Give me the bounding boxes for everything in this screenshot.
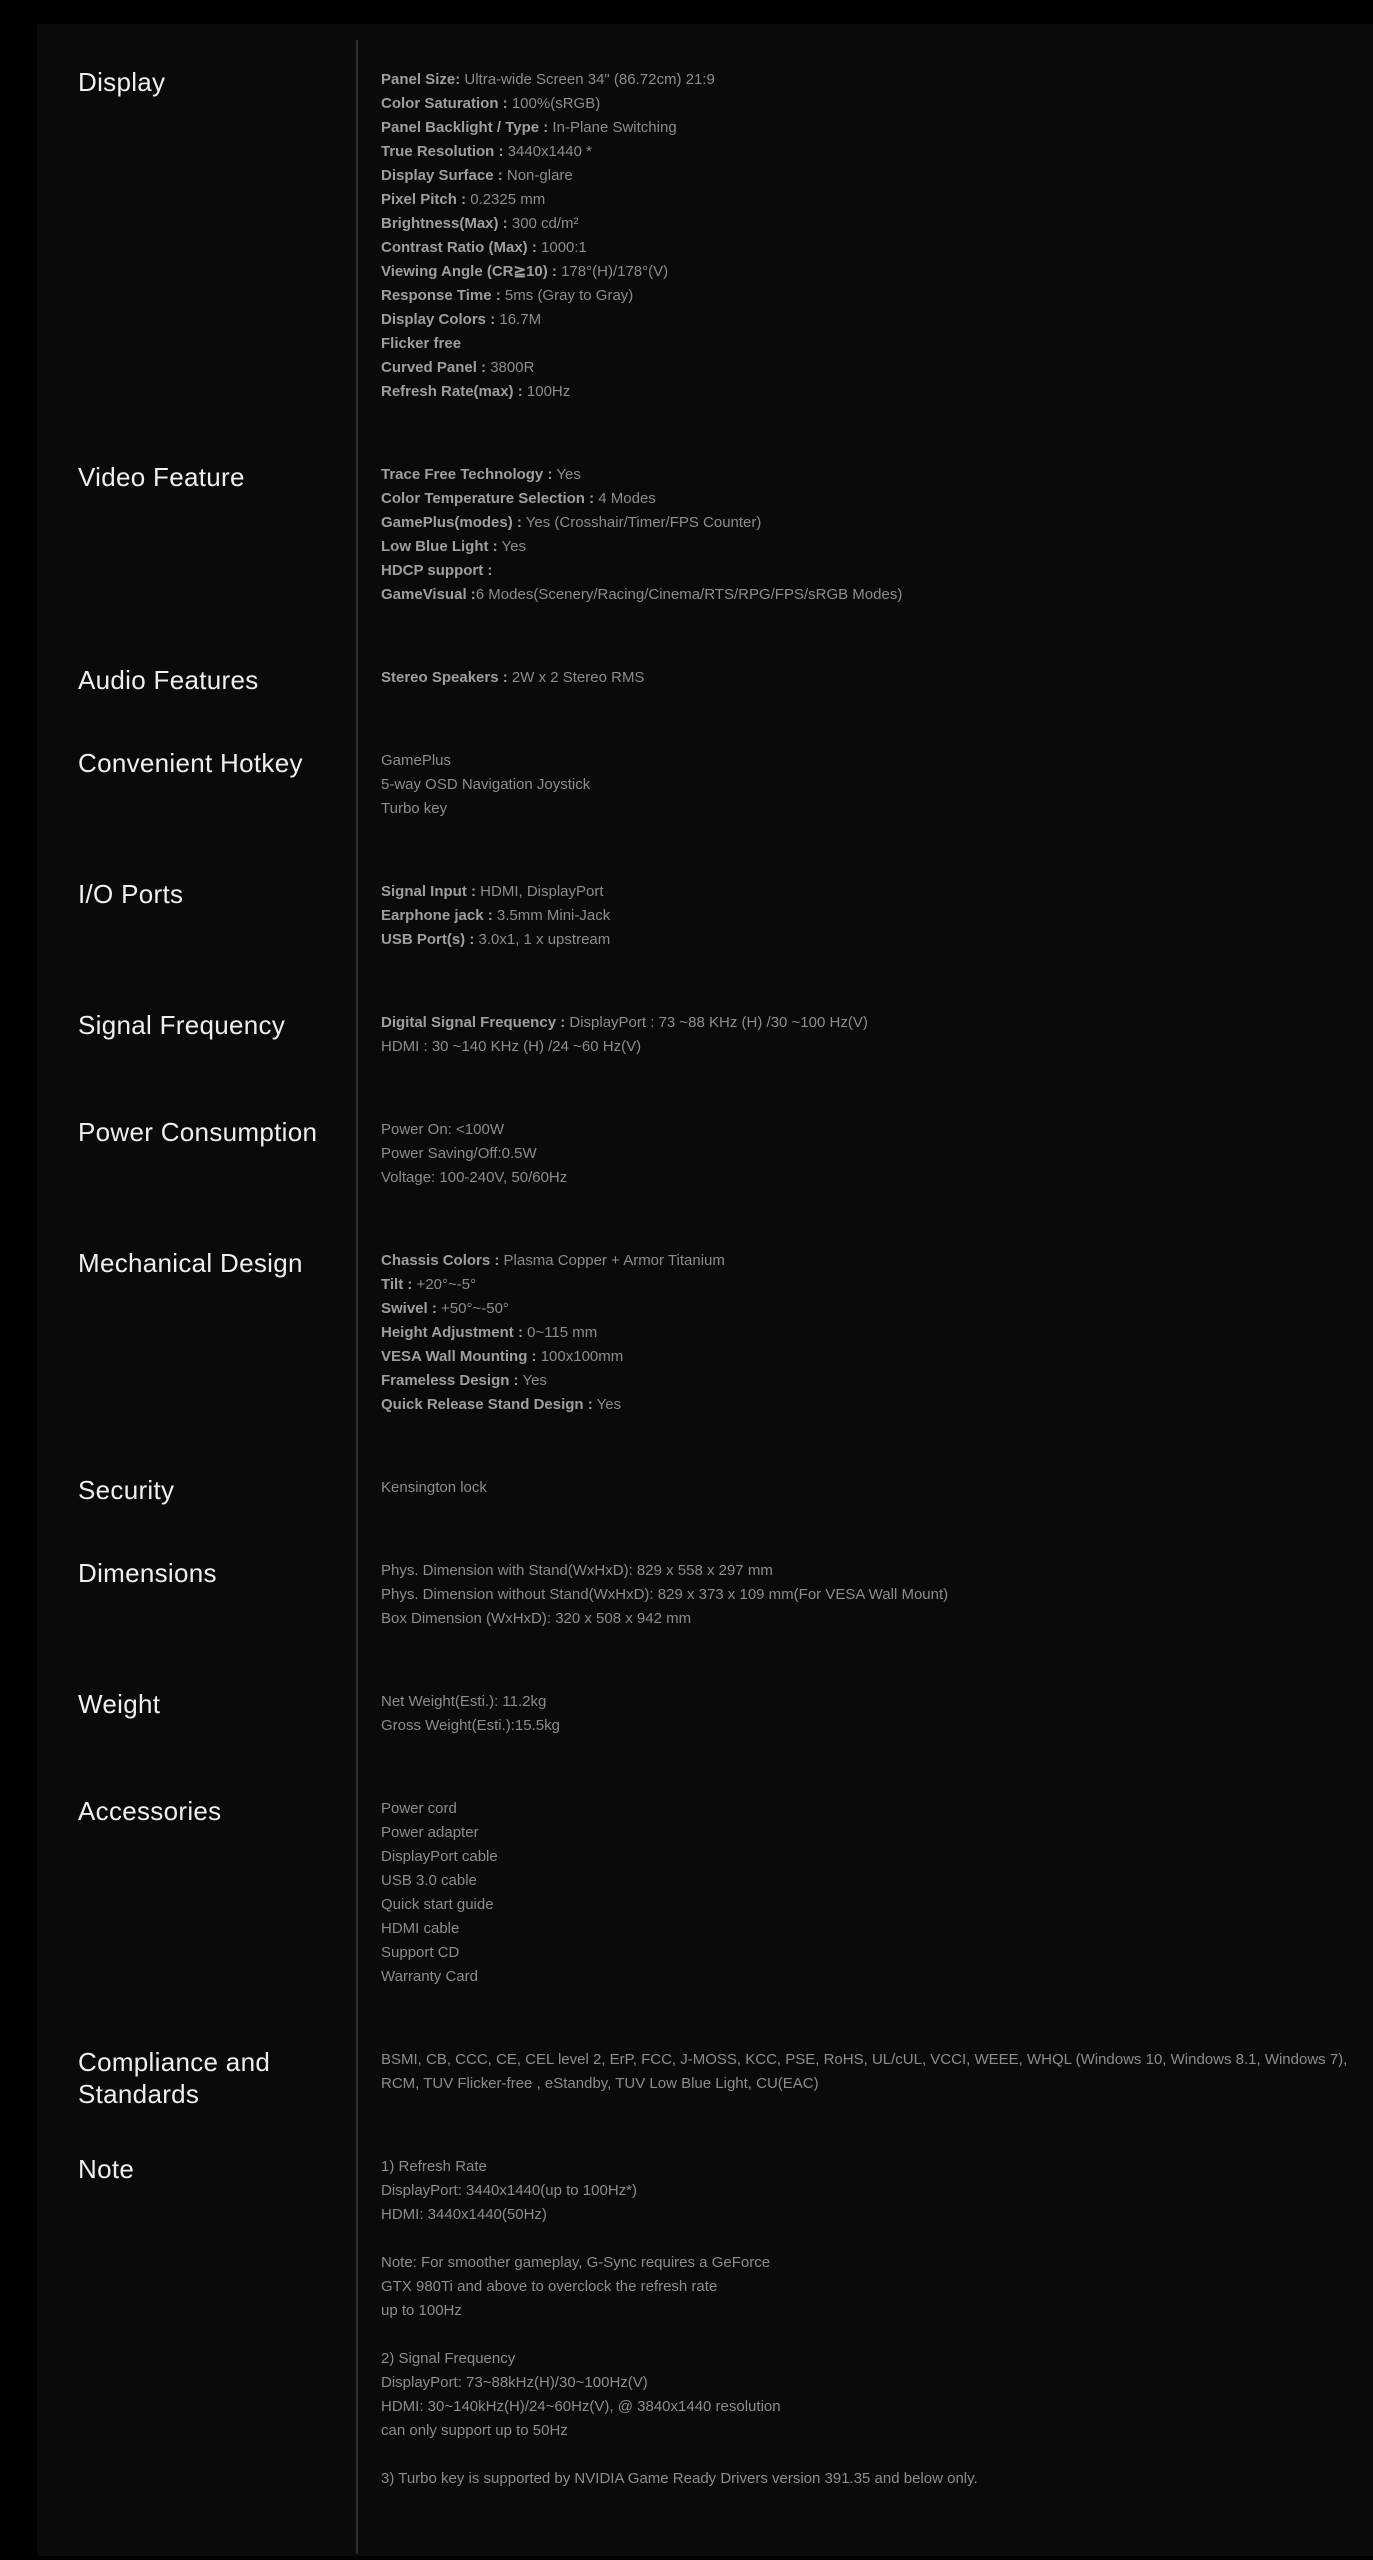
spec-line: Kensington lock: [381, 1479, 487, 1496]
section-content: [381, 1011, 1371, 1059]
spec-section: [0, 880, 1373, 952]
spec-line: Phys. Dimension with Stand(WxHxD): 829 x 558 x 297 mm: [381, 1562, 773, 1579]
spec-section: [0, 1118, 1373, 1190]
spec-line-key: Color Temperature Selection :: [381, 490, 595, 507]
section-label: Dimensions: [78, 1558, 217, 1588]
section-content: [381, 2048, 1371, 2096]
spec-line: Warranty Card: [381, 1968, 478, 1985]
spec-line: 1) Refresh Rate: [381, 2158, 487, 2175]
spec-line-key: Signal Input :: [381, 883, 476, 900]
section-label: Display: [78, 67, 166, 97]
section-content: [381, 1118, 1371, 1190]
spec-section: [0, 749, 1373, 821]
section-content: [381, 1690, 1371, 1738]
section-label: Security: [78, 1475, 175, 1505]
spec-line: Power Saving/Off:0.5W: [381, 1145, 537, 1162]
spec-line: BSMI, CB, CCC, CE, CEL level 2, ErP, FCC, J-MOSS, KCC, PSE, RoHS, UL/cUL, VCCI, WEEE, WHQL (Windows 10, Windows 8.1, Windows 7), RCM, TUV Flicker-free , eStandby, TUV Low Blue Light, CU(EAC): [381, 2051, 1352, 2092]
spec-line: 2) Signal Frequency: [381, 2350, 516, 2367]
spec-line: Net Weight(Esti.): 11.2kg: [381, 1693, 547, 1710]
spec-line-key: GameVisual :: [381, 586, 476, 603]
spec-line: DisplayPort: 73~88kHz(H)/30~100Hz(V): [381, 2374, 648, 2391]
spec-section: [0, 1249, 1373, 1417]
spec-line: Stereo Speakers : 2W x 2 Stereo RMS: [381, 669, 645, 686]
spec-line: Turbo key: [381, 800, 448, 817]
spec-line-key: Panel Backlight / Type :: [381, 119, 549, 136]
spec-line-key: Flicker free: [381, 335, 462, 352]
spec-line: Support CD: [381, 1944, 460, 1961]
section-content: [381, 1249, 1371, 1417]
section-label: Power Consumption: [78, 1117, 318, 1147]
spec-line: Box Dimension (WxHxD): 320 x 508 x 942 mm: [381, 1610, 692, 1627]
spec-line: [381, 332, 1371, 356]
section-label: Audio Features: [78, 665, 259, 695]
spec-section: [0, 2047, 1373, 2109]
spec-table: [0, 68, 1373, 2550]
spec-line-key: Color Saturation :: [381, 95, 508, 112]
section-content: [381, 749, 1371, 821]
section-content: [381, 666, 1371, 690]
spec-line: up to 100Hz: [381, 2302, 462, 2319]
spec-line: USB Port(s) : 3.0x1, 1 x upstream: [381, 931, 611, 948]
spec-line: Power adapter: [381, 1824, 479, 1841]
spec-line: [381, 2227, 1371, 2251]
section-content: [381, 68, 1371, 404]
section-content: [381, 463, 1371, 607]
spec-line-key: Viewing Angle (CR≧10) :: [381, 263, 557, 280]
spec-line: Signal Input : HDMI, DisplayPort: [381, 883, 604, 900]
spec-line-key: Response Time :: [381, 287, 501, 304]
spec-line: HDMI : 30 ~140 KHz (H) /24 ~60 Hz(V): [381, 1038, 642, 1055]
spec-line-key: VESA Wall Mounting :: [381, 1348, 537, 1365]
section-content: [381, 1559, 1371, 1631]
spec-line: HDMI: 3440x1440(50Hz): [381, 2206, 547, 2223]
section-content: [381, 1476, 1371, 1500]
spec-section: [0, 1559, 1373, 1631]
spec-line: Chassis Colors : Plasma Copper + Armor Titanium: [381, 1252, 725, 1269]
spec-line-key: Pixel Pitch :: [381, 191, 467, 208]
section-label: Mechanical Design: [78, 1248, 303, 1278]
spec-section: [0, 68, 1373, 404]
spec-line-key: USB Port(s) :: [381, 931, 475, 948]
spec-line-key: True Resolution :: [381, 143, 504, 160]
spec-line: Quick Release Stand Design : Yes: [381, 1396, 622, 1413]
spec-line: Pixel Pitch : 0.2325 mm: [381, 191, 546, 208]
spec-line: True Resolution : 3440x1440 *: [381, 143, 592, 160]
section-label: Signal Frequency: [78, 1010, 286, 1040]
spec-line: Digital Signal Frequency : DisplayPort : 73 ~88 KHz (H) /30 ~100 Hz(V): [381, 1014, 868, 1031]
spec-line-key: Refresh Rate(max) :: [381, 383, 523, 400]
spec-line: Refresh Rate(max) : 100Hz: [381, 383, 571, 400]
section-label: Convenient Hotkey: [78, 748, 303, 778]
section-label: Compliance and Standards: [78, 2047, 271, 2109]
spec-line: Phys. Dimension without Stand(WxHxD): 829 x 373 x 109 mm(For VESA Wall Mount): [381, 1586, 949, 1603]
spec-line: Viewing Angle (CR≧10) : 178°(H)/178°(V): [381, 263, 669, 280]
spec-line: Earphone jack : 3.5mm Mini-Jack: [381, 907, 611, 924]
spec-line-key: Swivel :: [381, 1300, 437, 1317]
spec-line: GamePlus: [381, 752, 452, 769]
spec-line-key: Brightness(Max) :: [381, 215, 508, 232]
spec-line: [381, 2443, 1371, 2467]
section-content: [381, 2155, 1371, 2491]
spec-line: Color Temperature Selection : 4 Modes: [381, 490, 656, 507]
spec-line: Color Saturation : 100%(sRGB): [381, 95, 601, 112]
spec-line: Power On: <100W: [381, 1121, 504, 1138]
spec-line: Swivel : +50°~-50°: [381, 1300, 509, 1317]
spec-line: GameVisual :6 Modes(Scenery/Racing/Cinema/RTS/RPG/FPS/sRGB Modes): [381, 586, 903, 603]
spec-line-key: Digital Signal Frequency :: [381, 1014, 566, 1031]
spec-line: Contrast Ratio (Max) : 1000:1: [381, 239, 587, 256]
spec-line: Panel Size: Ultra-wide Screen 34" (86.72cm) 21:9: [381, 71, 715, 88]
spec-section: [0, 463, 1373, 607]
spec-line: Response Time : 5ms (Gray to Gray): [381, 287, 634, 304]
spec-line: Curved Panel : 3800R: [381, 359, 535, 376]
spec-line: Note: For smoother gameplay, G-Sync requires a GeForce: [381, 2254, 771, 2271]
spec-section: [0, 1011, 1373, 1059]
section-label: Note: [78, 2154, 135, 2184]
spec-line: Brightness(Max) : 300 cd/m²: [381, 215, 579, 232]
section-label: Accessories: [78, 1796, 222, 1826]
section-content: [381, 880, 1371, 952]
spec-line-key: Quick Release Stand Design :: [381, 1396, 593, 1413]
spec-section: [0, 1475, 1373, 1505]
spec-section: [0, 1797, 1373, 1989]
spec-line-key: Chassis Colors :: [381, 1252, 500, 1269]
spec-line-key: Tilt :: [381, 1276, 413, 1293]
spec-line: Frameless Design : Yes: [381, 1372, 547, 1389]
spec-line: Voltage: 100-240V, 50/60Hz: [381, 1169, 568, 1186]
spec-line: [381, 2323, 1371, 2347]
spec-line: GTX 980Ti and above to overclock the refresh rate: [381, 2278, 718, 2295]
spec-line-key: Trace Free Technology :: [381, 466, 553, 483]
spec-line: Tilt : +20°~-5°: [381, 1276, 477, 1293]
spec-line-key: Display Surface :: [381, 167, 503, 184]
section-label: Video Feature: [78, 462, 245, 492]
spec-section: [0, 1690, 1373, 1738]
spec-line: HDMI: 30~140kHz(H)/24~60Hz(V), @ 3840x1440 resolution: [381, 2398, 781, 2415]
spec-line: GamePlus(modes) : Yes (Crosshair/Timer/FPS Counter): [381, 514, 762, 531]
spec-line-key: Low Blue Light :: [381, 538, 498, 555]
spec-line-key: GamePlus(modes) :: [381, 514, 522, 531]
spec-line-key: Contrast Ratio (Max) :: [381, 239, 537, 256]
spec-line-key: Stereo Speakers :: [381, 669, 508, 686]
spec-line: Trace Free Technology : Yes: [381, 466, 581, 483]
section-label: Weight: [78, 1689, 161, 1719]
spec-line-key: Display Colors :: [381, 311, 496, 328]
spec-line: [381, 559, 1371, 583]
spec-line-key: Frameless Design :: [381, 1372, 519, 1389]
spec-line: Display Surface : Non-glare: [381, 167, 573, 184]
spec-line: DisplayPort: 3440x1440(up to 100Hz*): [381, 2182, 637, 2199]
spec-line: Low Blue Light : Yes: [381, 538, 527, 555]
spec-line-key: Earphone jack :: [381, 907, 493, 924]
spec-line: Quick start guide: [381, 1896, 494, 1913]
spec-section: [0, 665, 1373, 695]
spec-line-key: Curved Panel :: [381, 359, 487, 376]
spec-line: can only support up to 50Hz: [381, 2422, 568, 2439]
spec-line: USB 3.0 cable: [381, 1872, 477, 1889]
section-content: [381, 1797, 1371, 1989]
section-label: I/O Ports: [78, 879, 184, 909]
spec-line: VESA Wall Mounting : 100x100mm: [381, 1348, 624, 1365]
spec-line: Gross Weight(Esti.):15.5kg: [381, 1717, 560, 1734]
spec-line-key: Height Adjustment :: [381, 1324, 523, 1341]
spec-line: DisplayPort cable: [381, 1848, 498, 1865]
spec-line: HDMI cable: [381, 1920, 460, 1937]
spec-line: Panel Backlight / Type : In-Plane Switching: [381, 119, 677, 136]
spec-line: Display Colors : 16.7M: [381, 311, 542, 328]
spec-line: 3) Turbo key is supported by NVIDIA Game Ready Drivers version 391.35 and below only.: [381, 2470, 978, 2487]
spec-line-key: HDCP support :: [381, 562, 493, 579]
spec-section: [0, 2155, 1373, 2491]
spec-line: Power cord: [381, 1800, 457, 1817]
spec-line: 5-way OSD Navigation Joystick: [381, 776, 591, 793]
spec-line: Height Adjustment : 0~115 mm: [381, 1324, 598, 1341]
spec-line-key: Panel Size:: [381, 71, 461, 88]
